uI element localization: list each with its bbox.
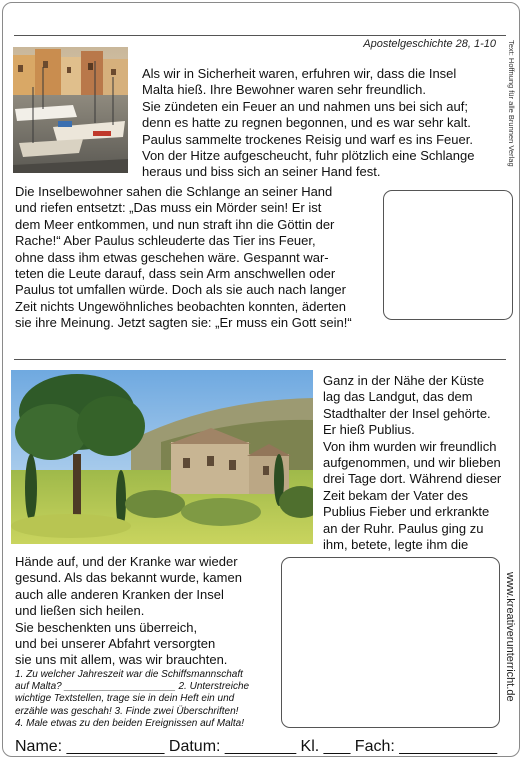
website-url: www.kreativerunterricht.de [504,572,516,702]
middle-rule [14,359,506,360]
drawing-box-2[interactable] [281,557,500,728]
text-line: Sie zündeten ein Feuer an und nahmen uns bei sich auf; [142,98,468,114]
text-line: Rache!“ Aber Paulus schleuderte das Tier ins Feuer, [15,233,316,249]
top-rule [14,35,506,36]
text-line: heraus und biss sich an seiner Hand fest. [142,164,381,180]
text-line: sie ihre Meinung. Jetzt sagten sie: „Er muss ein Gott sein!“ [15,315,352,331]
text-line: Ganz in der Nähe der Küste [323,373,485,388]
text-line: und riefen entsetzt: „Das muss ein Mörder sein! Er ist [15,200,322,216]
text-line: Stadthalter der Insel gehörte. [323,405,491,421]
text-line: dem Meer entkommen, und nun straft ihn die Göttin der [15,216,335,232]
text-line: Von ihm wurden wir freundlich [323,438,497,454]
text-line: Paulus tot umfallen würde. Doch als sie auch nach langer [15,282,346,298]
drawing-box-1[interactable] [383,190,513,320]
task-list [15,669,275,730]
text-line: Er hieß Publius. [323,422,415,438]
paragraph-snake [15,184,352,332]
text-line: Paulus sammelte trockenes Reisig und warf es ins Feuer. [142,131,473,147]
text-line: Zeit bekam der Vater des [323,487,468,503]
text-line: und ließen sich heilen. [15,603,145,619]
text-line: an der Ruhr. Paulus ging zu [323,520,484,536]
task-line: 4. Male etwas zu den beiden Ereignissen auf Malta! [15,717,245,729]
task-line: erzähle was geschah! 3. Finde zwei Überschriften! [15,705,239,717]
publisher-credit: Text: Hoffnung für alle Brunnen Verlag [507,40,516,167]
footer-fields[interactable]: Name: ___________ Datum: ________ Kl. ___ Fach: ___________ [15,738,498,755]
task-line: auf Malta? ____________________ 2. Unterstreiche [15,681,250,693]
text-line: Sie beschenkten uns überreich, [15,619,198,635]
paragraph-healing [15,554,242,669]
text-line: denn es hatte zu regnen begonnen, und es war sehr kalt. [142,115,471,131]
estate-photo [11,370,313,544]
harbor-photo [13,47,128,173]
text-line: sie uns mit allem, was wir brauchten. [15,652,228,668]
task-line: 1. Zu welcher Jahreszeit war die Schiffsmannschaft [15,669,243,680]
text-line: ihm, betete, legte ihm die [323,537,469,553]
text-line: ohne dass ihm etwas geschehen wäre. Gespannt war- [15,249,329,265]
text-line: Malta hieß. Ihre Bewohner waren sehr freundlich. [142,82,426,98]
text-line: aufgenommen, und wir blieben [323,455,501,471]
bible-reference: Apostelgeschichte 28, 1-10 [363,38,496,50]
text-line: gesund. Als das bekannt wurde, kamen [15,570,242,586]
paragraph-arrival [142,66,474,181]
text-line: Von der Hitze aufgescheucht, fuhr plötzlich eine Schlange [142,148,475,164]
text-line: Zeit nichts Ungewöhnliches beobachten konnten, äderten [15,298,346,314]
paragraph-publius [323,373,501,553]
text-line: Publius Fieber und erkrankte [323,504,490,520]
text-line: teten die Leute darauf, dass sein Arm anschwellen oder [15,266,336,282]
text-line: Hände auf, und der Kranke war wieder [15,554,238,569]
text-line: und bei unserer Abfahrt versorgten [15,636,216,652]
text-line: Als wir in Sicherheit waren, erfuhren wir, dass die Insel [142,66,457,81]
text-line: Die Inselbewohner sahen die Schlange an seiner Hand [15,184,333,199]
text-line: lag das Landgut, das dem [323,389,473,405]
task-line: wichtige Textstellen, trage sie in dein Heft ein und [15,693,235,705]
text-line: auch alle anderen Kranken der Insel [15,586,224,602]
text-line: drei Tage dort. Während dieser [323,471,502,487]
